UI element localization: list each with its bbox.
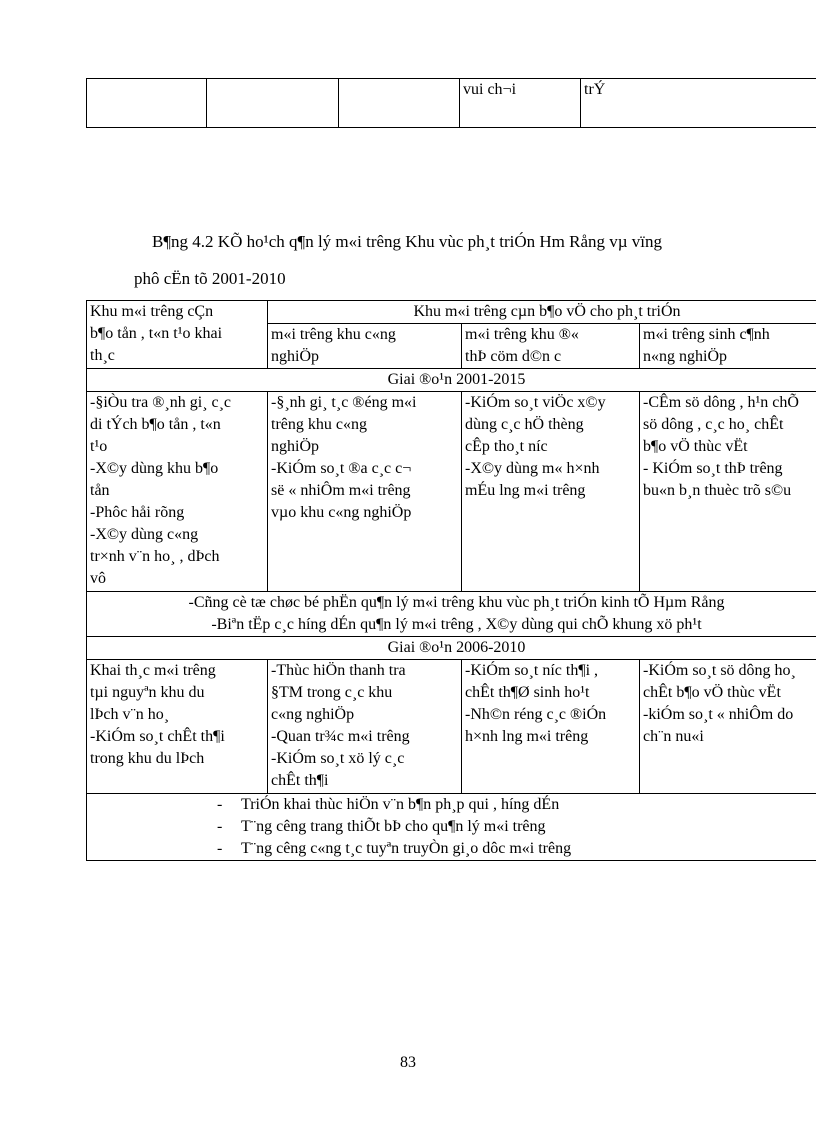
- table-cell: [207, 79, 339, 128]
- phase1-summary: [87, 592, 816, 637]
- table-cell: [87, 79, 207, 128]
- subheader-urban: [462, 324, 640, 369]
- header-row: [87, 301, 816, 324]
- cell-line: c«ng nghiÖp: [271, 706, 355, 723]
- cell-line: -KiÓm so¸t ®a c¸c c¬: [271, 460, 412, 477]
- bullet-text: T¨ng cêng c«ng t¸c tuyªn truyÒn gi¸o dôc m«i trêng: [241, 840, 572, 857]
- cell-line: - KiÓm so¸t thÞ trêng: [643, 460, 783, 477]
- cell-line: -Thùc hiÖn thanh tra: [271, 662, 406, 679]
- cell-line: mÉu lng m«i trêng: [465, 482, 586, 499]
- bullet-marker: -: [217, 840, 223, 857]
- phase2-cell-conservation: [87, 660, 268, 794]
- header-text: b¶o tån , t«n t¹o khai: [90, 325, 223, 342]
- cell-line: -KiÓm so¸t sö dông ho¸: [643, 662, 796, 679]
- phase1-cell-urban: [462, 392, 640, 592]
- cell-line: di tÝch b¶o tån , t«n: [90, 416, 221, 433]
- page-number: 83: [400, 1054, 416, 1071]
- cell-line: tµi nguyªn khu du: [90, 684, 205, 701]
- cell-line: Khai th¸c m«i trêng: [90, 662, 216, 679]
- list-item: [217, 816, 816, 838]
- cell-line: h×nh lng m«i trêng: [465, 728, 589, 745]
- table-cell: trÝ: [581, 79, 816, 128]
- phase2-summary-row: [87, 794, 816, 861]
- environment-plan-table: [86, 300, 816, 861]
- phase2-title: Giai ®o¹n 2006-2010: [87, 637, 816, 660]
- header-protection-group: Khu m«i trêng cµn b¶o vÖ cho ph¸t triÓn: [268, 301, 816, 324]
- cell-line: -KiÓm so¸t chÊt th¶i: [90, 728, 225, 745]
- table-cell: vui ch¬i: [460, 79, 581, 128]
- cell-line: nghiÖp: [271, 438, 319, 455]
- header-text: Khu m«i trêng cÇn: [90, 303, 214, 320]
- phase1-cell-agriculture: [640, 392, 816, 592]
- header-text: thÞ cöm d©n c: [465, 348, 562, 365]
- cell-line: -Nh©n réng c¸c ®iÓn: [465, 706, 607, 723]
- phase1-title: Giai ®o¹n 2001-2015: [87, 369, 816, 392]
- phase1-summary-row: [87, 592, 816, 637]
- cell-line: §TM trong c¸c khu: [271, 684, 393, 701]
- phase1-cell-industrial: [268, 392, 462, 592]
- header-text: n«ng nghiÖp: [643, 348, 727, 365]
- bullet-text: T¨ng cêng trang thiÕt bÞ cho qu¶n lý m«i trêng: [241, 818, 546, 835]
- header-conservation-zone: [87, 301, 268, 369]
- cell-line: chÊt b¶o vÖ thùc vËt: [643, 684, 781, 701]
- table-caption: B¶ng 4.2 KÕ ho¹ch q¶n lý m«i trêng Khu vùc ph¸t triÓn Hm Rång vµ vïng: [152, 232, 663, 251]
- phase2-cell-industrial: [268, 660, 462, 794]
- subheader-industrial: [268, 324, 462, 369]
- phase2-bullet-list: [217, 794, 816, 860]
- cell-line: -X©y dùng khu b¶o: [90, 460, 219, 477]
- phase2-row: [87, 660, 816, 794]
- cell-line: vô: [90, 570, 106, 587]
- subheader-agriculture: [640, 324, 816, 369]
- phase-title-row: [87, 637, 816, 660]
- continuation-table: [86, 78, 816, 128]
- cell-line: -X©y dùng c«ng: [90, 526, 199, 543]
- cell-line: -X©y dùng m« h×nh: [465, 460, 600, 477]
- cell-line: b¶o vÖ thùc vËt: [643, 438, 748, 455]
- cell-line: -Phôc håi rõng: [90, 504, 185, 521]
- cell-line: -Quan tr¾c m«i trêng: [271, 728, 410, 745]
- table-cell: [339, 79, 460, 128]
- cell-line: dùng c¸c hÖ thèng: [465, 416, 584, 433]
- cell-line: tr×nh v¨n ho¸ , dÞch: [90, 548, 220, 565]
- cell-line: së « nhiÔm m«i trêng: [271, 482, 411, 499]
- bullet-marker: -: [217, 796, 223, 813]
- cell-line: chÊt th¶i: [271, 772, 329, 789]
- phase1-cell-conservation: [87, 392, 268, 592]
- cell-line: -KiÓm so¸t viÖc x©y: [465, 394, 606, 411]
- cell-line: sö dông , c¸c ho¸ chÊt: [643, 416, 784, 433]
- table-row: [87, 79, 816, 128]
- cell-line: -§¸nh gi¸ t¸c ®éng m«i: [271, 394, 417, 411]
- summary-line: -Biªn tËp c¸c híng dÉn qu¶n lý m«i trêng , X©y dùng qui chÕ khung xö ph¹t: [211, 616, 702, 633]
- cell-line: tån: [90, 482, 110, 499]
- header-text: nghiÖp: [271, 348, 319, 365]
- bullet-marker: -: [217, 818, 223, 835]
- cell-line: -§iÒu tra ®¸nh gi¸ c¸c: [90, 394, 231, 411]
- cell-line: -KiÓm so¸t níc th¶i ,: [465, 662, 599, 679]
- list-item: [217, 838, 816, 860]
- phase2-cell-urban: [462, 660, 640, 794]
- phase1-row: [87, 392, 816, 592]
- header-text: m«i trêng khu c«ng: [271, 326, 396, 343]
- header-text: m«i trêng sinh c¶nh: [643, 326, 770, 343]
- cell-line: -kiÓm so¸t « nhiÔm do: [643, 706, 794, 723]
- cell-line: ch¨n nu«i: [643, 728, 704, 745]
- cell-line: cÊp tho¸t níc: [465, 438, 548, 455]
- cell-line: trêng khu c«ng: [271, 416, 367, 433]
- header-text: th¸c: [90, 347, 115, 364]
- cell-line: t¹o: [90, 438, 108, 455]
- phase2-cell-agriculture: [640, 660, 816, 794]
- cell-line: lÞch v¨n ho¸: [90, 706, 170, 723]
- phase-title-row: [87, 369, 816, 392]
- cell-line: -CÊm sö dông , h¹n chÕ: [643, 394, 799, 411]
- bullet-text: TriÓn khai thùc hiÖn v¨n b¶n ph¸p qui , híng dÉn: [241, 796, 560, 813]
- phase2-summary: [87, 794, 816, 861]
- cell-line: chÊt th¶Ø sinh ho¹t: [465, 684, 590, 701]
- cell-line: bu«n b¸n thuèc trõ s©u: [643, 482, 792, 499]
- header-text: m«i trêng khu ®«: [465, 326, 579, 343]
- cell-line: trong khu du lÞch: [90, 750, 205, 767]
- list-item: [217, 794, 816, 816]
- summary-line: -Cñng cè tæ chøc bé phËn qu¶n lý m«i trêng khu vùc ph¸t triÓn kinh tÕ Hµm Rång: [188, 594, 725, 611]
- cell-line: -KiÓm so¸t xö lý c¸c: [271, 750, 405, 767]
- table-caption-continued: phô cËn tõ 2001-2010: [134, 269, 286, 288]
- cell-line: vµo khu c«ng nghiÖp: [271, 504, 412, 521]
